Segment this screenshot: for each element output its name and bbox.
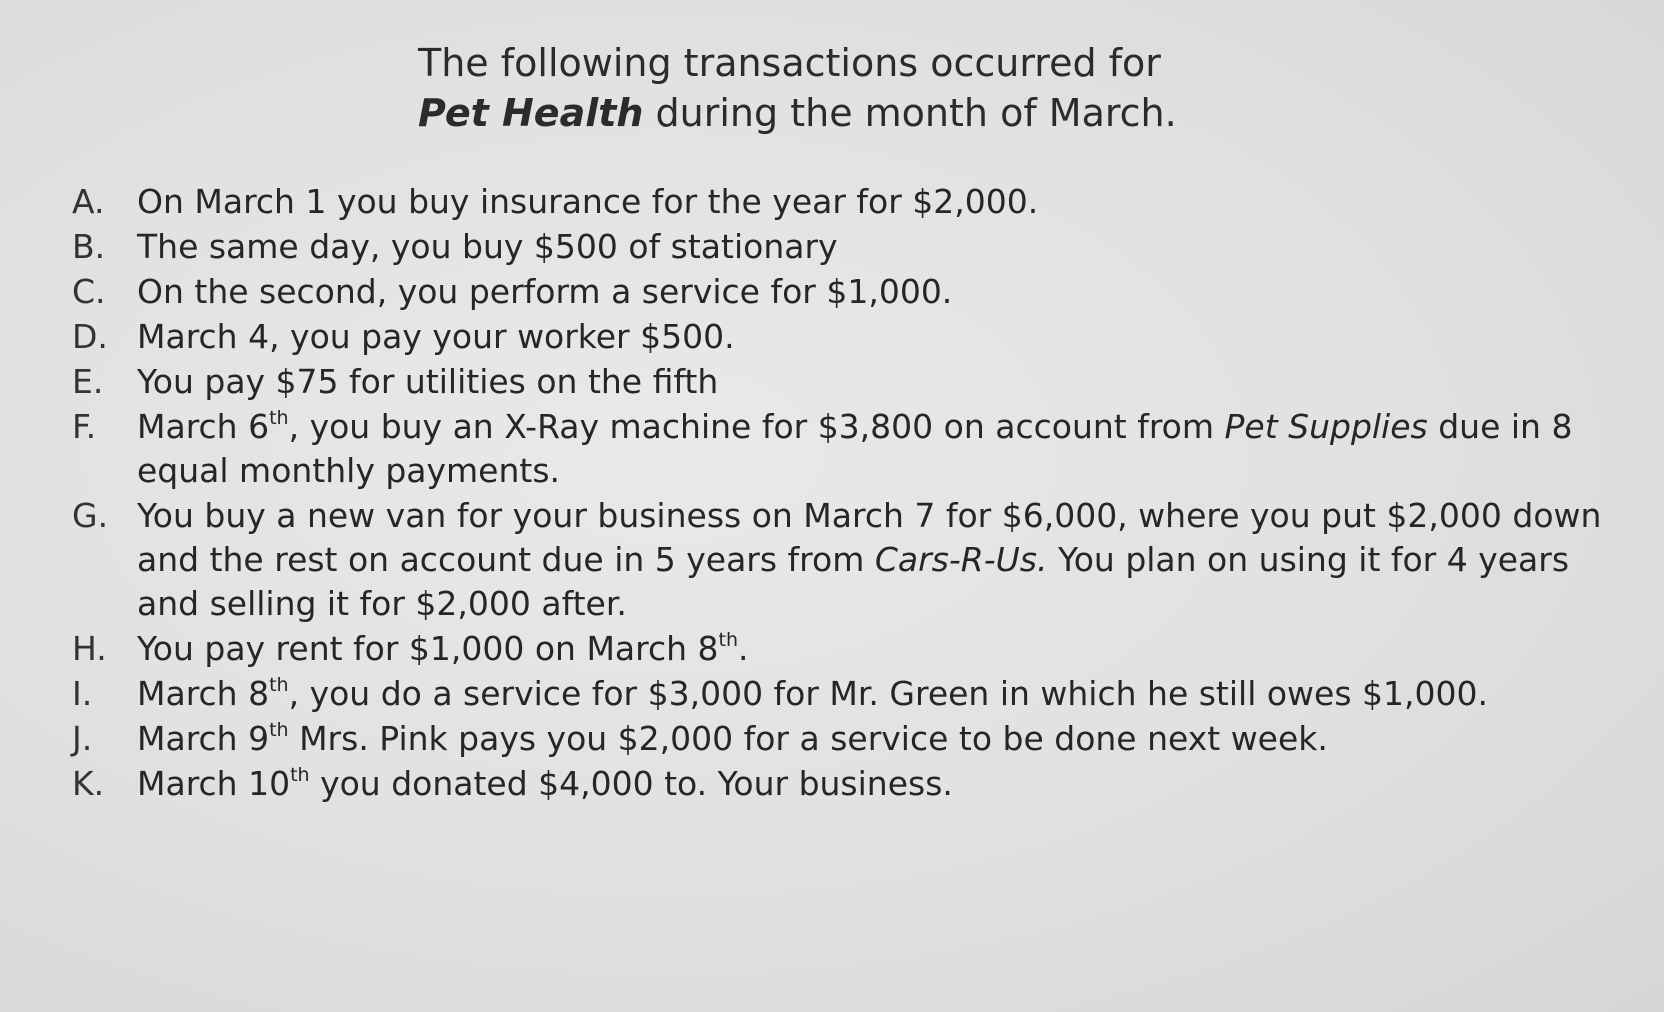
item-text — [137, 672, 1617, 716]
item-letter: E. — [72, 362, 104, 401]
item-text-part: . — [738, 629, 749, 668]
item-text-part: March 6 — [137, 407, 270, 446]
list-item — [72, 762, 1632, 806]
item-text: On March 1 you buy insurance for the year for $2,000. — [137, 182, 1039, 221]
item-letter: A. — [72, 182, 105, 221]
item-letter: K. — [72, 764, 105, 803]
list-item — [72, 405, 1632, 493]
item-text-part: Mrs. Pink pays you $2,000 for a service to be done next week. — [288, 719, 1328, 758]
item-letter: B. — [72, 227, 106, 266]
superscript: th — [718, 629, 739, 651]
item-text-part: due in 8 equal monthly payments. — [137, 407, 1573, 490]
list-item — [72, 270, 1632, 314]
item-text-part: , you buy an X-Ray machine for $3,800 on account from — [288, 407, 1225, 446]
page-title — [418, 38, 1177, 138]
item-letter: D. — [72, 317, 108, 356]
item-text-part: You plan on using it for 4 years and selling it for $2,000 after. — [137, 540, 1570, 623]
item-text-part: March 9 — [137, 719, 270, 758]
creditor-name: Cars-R-Us. — [874, 540, 1048, 579]
item-text — [137, 627, 1617, 671]
superscript: th — [269, 719, 289, 741]
list-item — [72, 627, 1632, 671]
item-letter: G. — [72, 496, 109, 535]
item-text-part: You pay rent for $1,000 on March 8 — [137, 629, 719, 668]
item-letter: C. — [72, 272, 106, 311]
item-text-part: March 10 — [137, 764, 291, 803]
item-text — [137, 762, 1617, 806]
superscript: th — [269, 674, 289, 696]
title-line-1: The following transactions occurred for — [418, 41, 1161, 85]
item-text: March 4, you pay your worker $500. — [137, 317, 735, 356]
company-name: Pet Health — [418, 91, 644, 135]
item-text-part: March 8 — [137, 674, 270, 713]
list-item — [72, 494, 1632, 626]
transaction-list — [72, 180, 1632, 807]
list-item — [72, 672, 1632, 716]
item-text-part: , you do a service for $3,000 for Mr. Green in which he still owes $1,000. — [288, 674, 1488, 713]
title-line-2 — [418, 88, 1177, 138]
title-line-2-rest: during the month of March. — [643, 91, 1177, 135]
item-letter: H. — [72, 629, 107, 668]
item-text-part: You buy a new van for your business on March 7 for $6,000, where you put $2,000 down and the rest on account due in 5 years from — [137, 496, 1602, 579]
item-text: You pay $75 for utilities on the fifth — [137, 362, 719, 401]
item-text: On the second, you perform a service for $1,000. — [137, 272, 953, 311]
item-letter: I. — [72, 674, 93, 713]
item-text: The same day, you buy $500 of stationary — [137, 227, 838, 266]
list-item — [72, 225, 1632, 269]
supplier-name: Pet Supplies — [1224, 407, 1428, 446]
list-item — [72, 360, 1632, 404]
superscript: th — [269, 407, 289, 429]
item-text — [137, 494, 1617, 626]
item-letter: J. — [72, 719, 93, 758]
list-item — [72, 180, 1632, 224]
list-item — [72, 717, 1632, 761]
item-text — [137, 405, 1617, 493]
item-text-part: you donated $4,000 to. Your business. — [309, 764, 953, 803]
item-text — [137, 717, 1617, 761]
item-letter: F. — [72, 407, 97, 446]
superscript: th — [290, 764, 310, 786]
list-item — [72, 315, 1632, 359]
